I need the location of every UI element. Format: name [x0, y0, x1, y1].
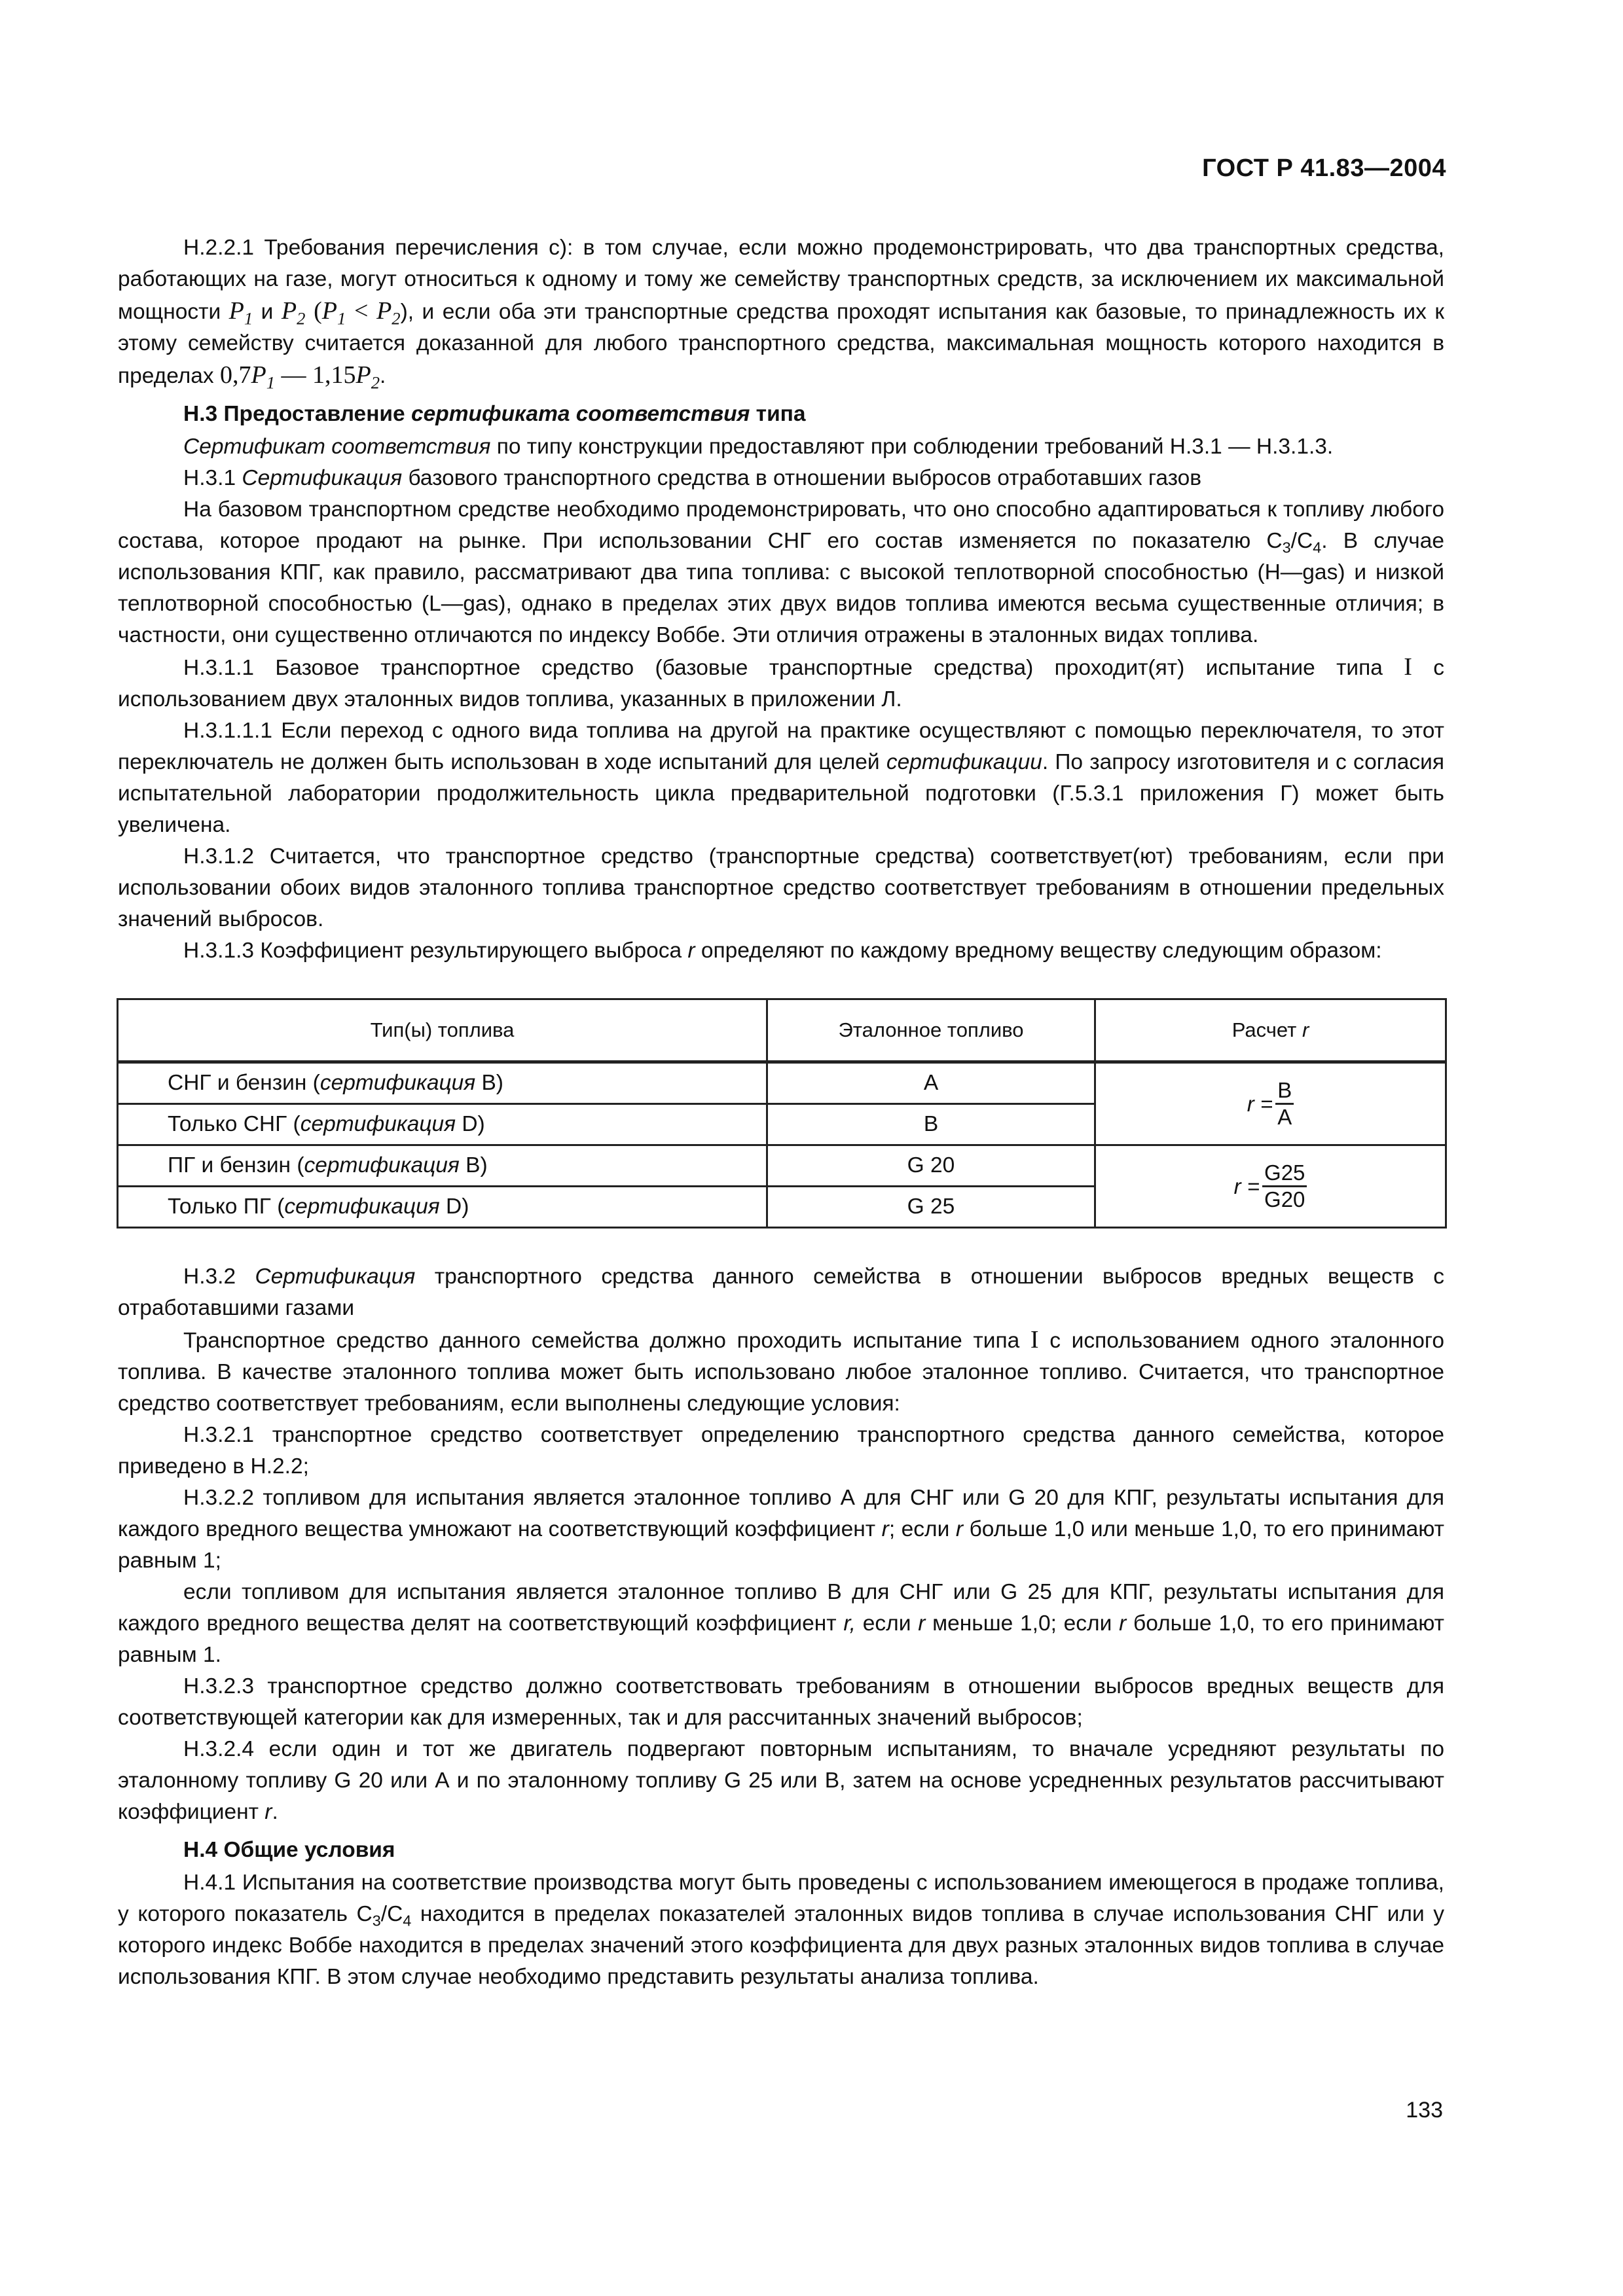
header-fuel-types: Тип(ы) топлива — [118, 999, 767, 1062]
paragraph-h3-1-body — [118, 494, 1444, 651]
text-span: Сертификация — [255, 1265, 416, 1289]
power-symbol — [376, 297, 401, 329]
paragraph-h3-2-4 — [118, 1734, 1444, 1828]
sub: 3 — [372, 1912, 381, 1929]
text-span: больше 1,0, то его принимают равным 1. — [118, 1611, 1444, 1667]
text-span: транспортного средства данного семейства в отношении выбросов вредных веществ с отработавшими газами — [118, 1265, 1444, 1320]
power-symbol — [228, 297, 253, 329]
paragraph-h3-1 — [118, 463, 1444, 494]
power-symbol — [321, 297, 346, 329]
range-value: 0,7 — [219, 361, 251, 389]
header-calculation — [1095, 999, 1446, 1062]
sub: 2 — [297, 308, 306, 329]
text-span: Сертификация — [242, 466, 403, 490]
text-span: Н.3.2 — [183, 1265, 255, 1289]
sub: 4 — [403, 1912, 412, 1929]
text-span: Н.3 Предоставление — [183, 402, 411, 426]
heading-h3 — [118, 399, 1444, 430]
text-span: Н.3.1 — [183, 466, 242, 490]
var: P — [356, 361, 371, 389]
text-span: В) — [475, 1071, 503, 1095]
text-span: Только ПГ ( — [168, 1194, 285, 1219]
text-span: r — [918, 1611, 926, 1636]
text-span: сертификация — [284, 1194, 440, 1219]
reference-fuel-cell: G 25 — [767, 1187, 1095, 1228]
text-span: СНГ и бензин ( — [168, 1071, 320, 1095]
fuel-coefficient-table — [117, 998, 1447, 1229]
text-span: D) — [439, 1194, 469, 1219]
sub: 2 — [371, 372, 380, 393]
text-span: базового транспортного средства в отношении выбросов отработавших газов — [402, 466, 1202, 490]
text-span: Расчет — [1231, 1018, 1302, 1041]
fuel-type-cell — [118, 1187, 767, 1228]
range-value: — 1,15 — [274, 361, 356, 389]
text-span: ПГ и бензин ( — [168, 1153, 304, 1177]
fraction-numerator: G25 — [1262, 1160, 1307, 1187]
roman-numeral: I — [1404, 653, 1412, 681]
formula-cell — [1095, 1145, 1446, 1228]
text-span: /С — [380, 1902, 403, 1926]
paragraph-h3-intro — [118, 431, 1444, 463]
roman-numeral: I — [1030, 1326, 1039, 1354]
text-span: r — [1302, 1018, 1309, 1041]
sub: 1 — [266, 372, 275, 393]
power-symbol — [251, 361, 275, 393]
text-span: с использованием одного эталонного топлива. В качестве эталонного топлива может быть использовано любое эталонное топливо. Считается, что транспортное средство соответствует требованиям, если выполнены следующие условия: — [118, 1329, 1444, 1416]
reference-fuel-cell: G 20 — [767, 1145, 1095, 1187]
text-span: Н.4.1 Испытания на соответствие производства могут быть проведены с использованием имеющегося в продаже топлива, у которого показатель С — [118, 1871, 1444, 1926]
page-content — [118, 232, 1444, 1993]
text-span: сертификата соответствия — [410, 402, 750, 426]
fraction — [1275, 1078, 1294, 1130]
var: P — [251, 361, 266, 389]
text-span: . — [272, 1800, 278, 1824]
text-span: ; если — [888, 1517, 956, 1541]
text-span: сертификация — [300, 1112, 456, 1136]
paragraph-h3-1-3 — [118, 935, 1444, 967]
text-span: Н.3.1.3 Коэффициент результирующего выброса — [183, 939, 688, 963]
text-span: находится в пределах показателей эталонных видов топлива в случае использования СНГ или у которого индекс Воббе находится в пределах значений этого коэффициента для двух разных эталонных видов топлива в случае использования КПГ. В этом случае необходимо представить результаты анализа топлива. — [118, 1902, 1444, 1989]
text-span: меньше 1,0; если — [925, 1611, 1120, 1636]
fraction-denominator: A — [1277, 1105, 1292, 1129]
fraction — [1262, 1160, 1307, 1212]
text-span: сертификация — [319, 1071, 476, 1095]
text-span: . По запросу изготовителя и с согласия испытательной лаборатории продолжительность цикла предварительной подготовки (Г.5.3.1 приложения Г) может быть увеличена. — [118, 750, 1444, 837]
text-span: с использованием двух эталонных видов топлива, указанных в приложении Л. — [118, 656, 1444, 711]
sub: 1 — [337, 308, 346, 329]
formula-lhs: r = — [1233, 1174, 1260, 1198]
text-span: типа — [750, 402, 806, 426]
var: P — [321, 297, 337, 325]
paragraph-h3-1-2: Н.3.1.2 Считается, что транспортное средство (транспортные средства) соответствует(ют) требованиям, если при использовании обоих видов эталонного топлива транспортное средство соответствует требованиям в отношении предельных значений выбросов. — [118, 844, 1444, 931]
text-span: Н.3.1.1.1 Если переход с одного вида топлива на другой на практике осуществляют с помощью переключателя, то этот переключатель не должен быть использован в ходе испытаний для целей — [118, 719, 1444, 774]
sub: 3 — [1282, 539, 1291, 556]
text-span: В) — [459, 1153, 488, 1177]
paragraph-h3-1-1 — [118, 651, 1444, 715]
text-span: . В случае использования КПГ, как правило, рассматривают два типа топлива: с высокой теплотворной способностью (H—gas) и низкой теплотворной способностью (L—gas), однако в пределах этих двух видов топлива имеются весьма существенные отличия; в частности, они существенно отличаются по индексу Воббе. Эти отличия отражены в эталонных видах топлива. — [118, 529, 1444, 647]
text-span: ), и если оба эти транспортные средства проходят испытания как базовые, то принадлежность их к этому семейству считается доказанной для любого транспортного средства, максимальная мощность которого находится в пределах — [118, 300, 1444, 388]
text-span: Н.2.2.1 Требования перечисления с): в том случае, если можно продемонстрировать, что два транспортных средства, работающих на газе, могут относиться к одному и тому же семейству транспортных средств, за исключением их максимальной мощности — [118, 236, 1444, 324]
var: P — [228, 297, 244, 325]
reference-fuel-cell: В — [767, 1104, 1095, 1145]
power-symbol — [356, 361, 380, 393]
text-span: Транспортное средство данного семейства должно проходить испытание типа — [183, 1329, 1030, 1353]
text-span: . — [380, 364, 386, 388]
fraction-denominator: G20 — [1264, 1187, 1305, 1211]
text-span: определяют по каждому вредному веществу следующим образом: — [695, 939, 1382, 963]
paragraph-h3-2-body — [118, 1324, 1444, 1420]
page-number: 133 — [1406, 2098, 1443, 2123]
text-span: и — [253, 300, 282, 324]
document-code: ГОСТ Р 41.83—2004 — [1202, 154, 1446, 182]
heading-h4: Н.4 Общие условия — [183, 1838, 395, 1862]
text-span: < — [346, 297, 377, 325]
table-row — [118, 1062, 1446, 1104]
paragraph-h3-2-1: Н.3.2.1 транспортное средство соответствует определению транспортного средства данного семейства, которое приведено в Н.2.2; — [118, 1423, 1444, 1479]
paragraph-h3-2 — [118, 1261, 1444, 1324]
paragraph-h2-2-1 — [118, 232, 1444, 392]
sub: 2 — [392, 308, 401, 329]
text-span: r — [264, 1800, 272, 1824]
text-span: D) — [456, 1112, 485, 1136]
text-span: На базовом транспортном средстве необходимо продемонстрировать, что оно способно адаптироваться к топливу любого состава, которое продают на рынке. При использовании СНГ его состав изменяется по показателю С — [118, 497, 1444, 553]
var: P — [281, 297, 297, 325]
formula-r-g25-over-g20 — [1234, 1160, 1307, 1212]
var: P — [376, 297, 392, 325]
fuel-type-cell — [118, 1145, 767, 1187]
text-span: сертификация — [304, 1153, 460, 1177]
header-reference-fuel: Эталонное топливо — [767, 999, 1095, 1062]
text-span: ( — [305, 297, 322, 325]
text-span: r — [881, 1517, 889, 1541]
text-span: сертификации — [886, 750, 1042, 774]
paragraph-h3-1-1-1 — [118, 715, 1444, 841]
text-span: Только СНГ ( — [168, 1112, 301, 1136]
sub: 1 — [244, 308, 253, 329]
table-row — [118, 1145, 1446, 1187]
text-span: если — [856, 1611, 919, 1636]
fraction-numerator: B — [1275, 1078, 1294, 1105]
text-span: Н.3.1.1 Базовое транспортное средство (базовые транспортные средства) проходит(ят) испытание типа — [183, 656, 1404, 680]
text-span: если топливом для испытания является эталонное топливо В для СНГ или G 25 для КПГ, результаты испытания для каждого вредного вещества делят на соответствующий коэффициент — [118, 1580, 1444, 1636]
formula-cell — [1095, 1062, 1446, 1145]
table-header-row — [118, 999, 1446, 1062]
reference-fuel-cell: А — [767, 1062, 1095, 1104]
text-span: r — [955, 1517, 964, 1541]
text-span: r, — [843, 1611, 856, 1636]
text-span: больше 1,0 или меньше 1,0, то его принимают равным 1; — [118, 1517, 1444, 1573]
text-span: r — [1119, 1611, 1127, 1636]
power-symbol — [281, 297, 306, 329]
paragraph-h3-2-3: Н.3.2.3 транспортное средство должно соответствовать требованиям в отношении выбросов вредных веществ для соответствующей категории как для измеренных, так и для рассчитанных значений выбросов; — [118, 1674, 1444, 1730]
text-span: r — [687, 939, 695, 963]
paragraph-h3-2-2-b — [118, 1577, 1444, 1671]
formula-r-b-over-a — [1247, 1078, 1294, 1130]
sub: 4 — [1313, 539, 1322, 556]
text-span: по типу конструкции предоставляют при соблюдении требований Н.3.1 — Н.3.1.3. — [490, 435, 1334, 459]
fuel-type-cell — [118, 1104, 767, 1145]
text-span: Н.3.2.4 если один и тот же двигатель подвергают повторным испытаниям, то вначале усредняют результаты по эталонному топливу G 20 или А и по эталонному топливу G 25 или В, затем на основе усредненных результатов рассчитывают коэффициент — [118, 1737, 1444, 1824]
paragraph-h4-1 — [118, 1867, 1444, 1993]
fuel-type-cell — [118, 1062, 767, 1104]
text-span: /С — [1290, 529, 1313, 553]
formula-lhs: r = — [1247, 1091, 1273, 1116]
text-span: Сертификат соответствия — [183, 435, 491, 459]
paragraph-h3-2-2 — [118, 1482, 1444, 1577]
text-span: Н.3.2.2 топливом для испытания является эталонное топливо А для СНГ или G 20 для КПГ, результаты испытания для каждого вредного вещества умножают на соответствующий коэффициент — [118, 1486, 1444, 1541]
